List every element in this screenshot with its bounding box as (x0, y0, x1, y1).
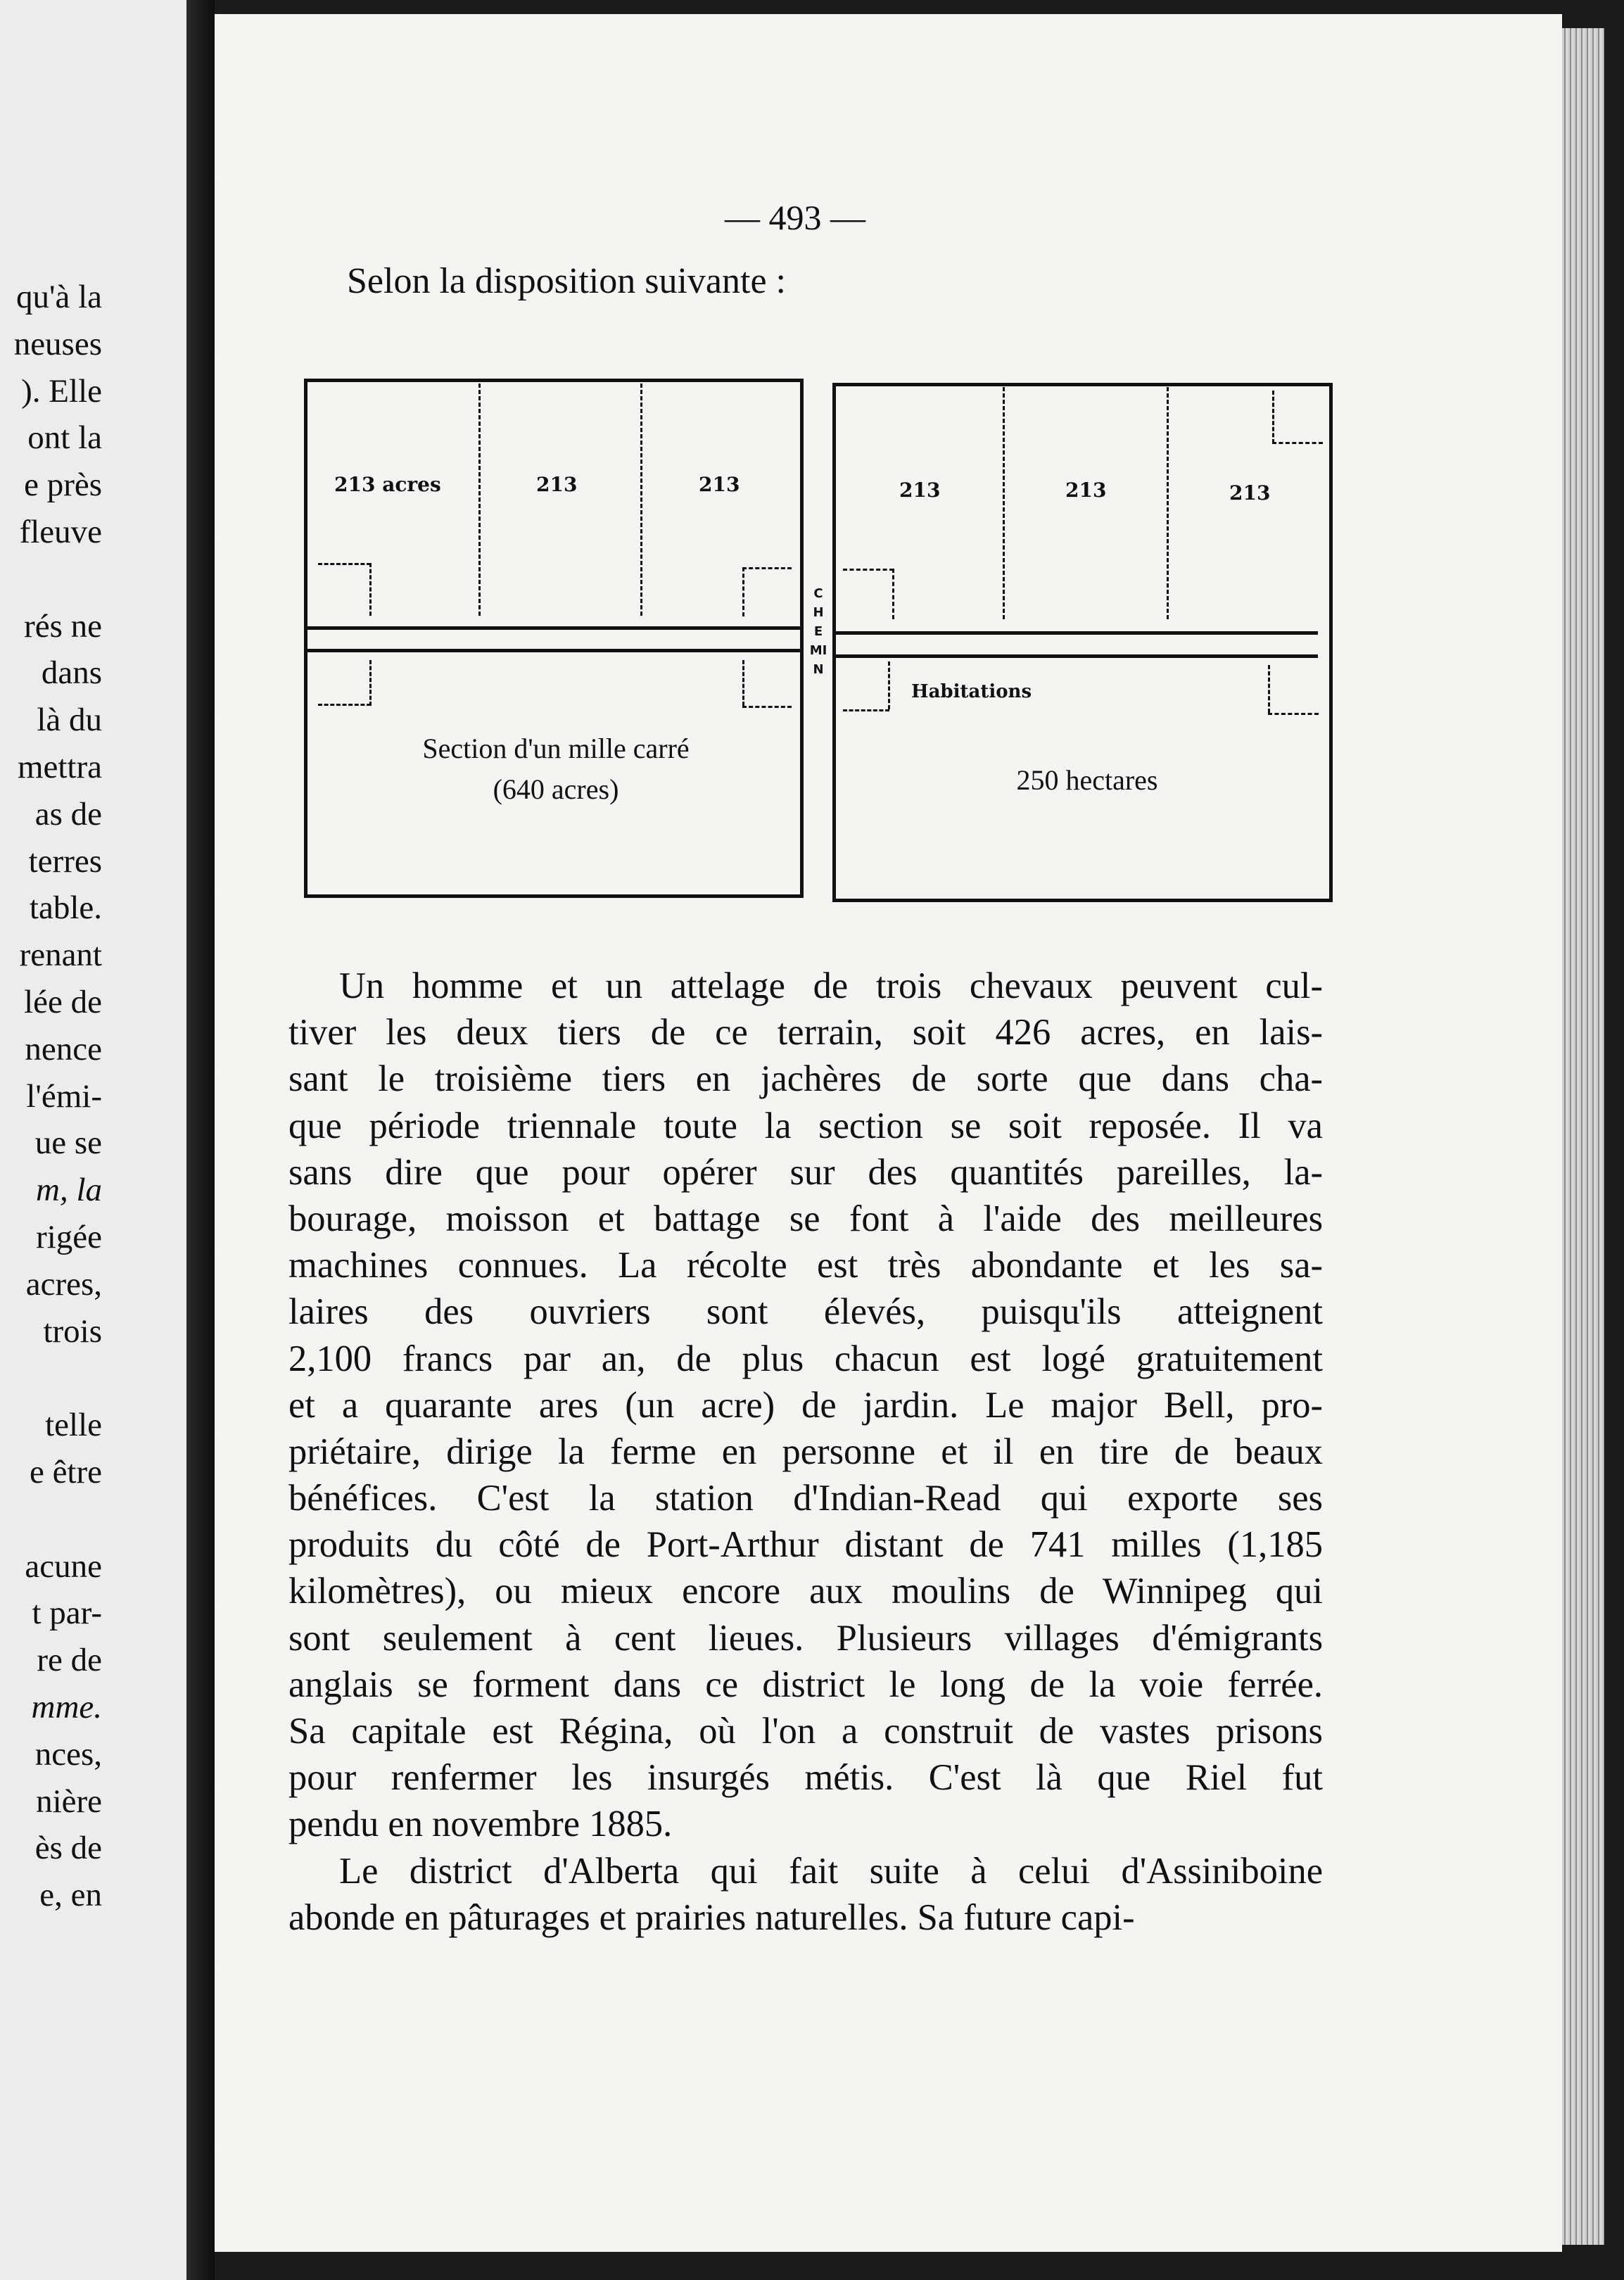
left-page-line: e près (24, 467, 102, 504)
left-page-line: qu'à la (16, 279, 102, 315)
lot-label: 213 (899, 479, 941, 502)
paragraph (288, 963, 1323, 1848)
corner-mark (742, 567, 744, 616)
text-line: pendu en novembre 1885. (288, 1804, 673, 1845)
left-page-line: m, la (36, 1172, 102, 1209)
left-page-line: rés ne (24, 607, 102, 645)
body-text (288, 963, 1323, 1941)
left-page-line: lée de (24, 984, 102, 1020)
left-page-line: nence (25, 1030, 102, 1068)
paragraph (288, 1848, 1323, 1941)
corner-mark (742, 706, 792, 708)
left-page-line: mettra (17, 749, 102, 785)
left-page-line: nces, (34, 1735, 102, 1773)
left-page-line: re de (37, 1642, 102, 1679)
lot-divider (640, 384, 642, 616)
left-page-line: rigée (36, 1219, 102, 1255)
section-acres: (640 acres) (493, 773, 619, 805)
page-edges (1562, 28, 1604, 2245)
text-line: sont seulement à cent lieues. Plusieurs villages d'émigrants (288, 1617, 1323, 1659)
corner-mark (1268, 665, 1270, 713)
lot-divider (1003, 387, 1005, 619)
lot-label: 213 (1065, 479, 1107, 502)
left-page-line: ès de (34, 1830, 102, 1867)
corner-mark (742, 660, 744, 706)
text-line: et a quarante ares (un acre) de jardin. Le major Bell, pro- (288, 1384, 1323, 1426)
text-line: produits du côté de Port-Arthur distant de 741 milles (1,185 (288, 1524, 1323, 1566)
text-line: sant le troisième tiers en jachères de sorte que dans cha- (288, 1058, 1323, 1100)
corner-mark (843, 709, 889, 711)
left-page-line: acune (25, 1547, 102, 1585)
left-page-line: table. (29, 889, 102, 927)
corner-mark (1272, 442, 1323, 444)
corner-mark (1272, 391, 1274, 443)
lot-label: 213 (1229, 481, 1271, 505)
text-line: sans dire que pour opérer sur des quantités pareilles, la- (288, 1151, 1323, 1193)
left-page-line: fleuve (19, 514, 102, 550)
left-page-line: trois (43, 1312, 102, 1350)
text-line: Sa capitale est Régina, où l'on a construit de vastes prisons (288, 1711, 1323, 1752)
left-page-line: ont la (27, 419, 102, 457)
road-line-bottom-right (832, 654, 1318, 658)
corner-mark (369, 660, 372, 706)
left-section-box (304, 379, 804, 898)
left-page-line: terres (28, 842, 102, 880)
left-page-line: e être (29, 1454, 102, 1490)
lot-divider (478, 384, 481, 616)
left-page-line: dans (41, 654, 102, 692)
left-page-line: ue se (34, 1125, 102, 1162)
road-label: CHEMIN (809, 586, 827, 677)
intro-line: Selon la disposition suivante : (347, 261, 786, 301)
corner-mark (318, 704, 371, 706)
corner-mark (843, 569, 894, 571)
left-page-text (0, 0, 102, 2280)
lot-label: 213 (536, 473, 578, 496)
text-line: machines connues. La récolte est très abondante et les sa- (288, 1245, 1323, 1286)
text-line: laires des ouvriers sont élevés, puisqu'ils atteignent (288, 1291, 1323, 1333)
text-line: anglais se forment dans ce district le long de la voie ferrée. (288, 1664, 1323, 1705)
road-line-top-right (832, 631, 1318, 635)
lot-divider (1167, 387, 1169, 619)
left-page-line: renant (19, 937, 102, 974)
text-line: 2,100 francs par an, de plus chacun est logé gratuitement (288, 1338, 1323, 1379)
left-page-line: mme. (31, 1689, 102, 1725)
left-page-line: e, en (39, 1877, 102, 1914)
text-line: Un homme et un attelage de trois chevaux peuvent cul- (339, 965, 1323, 1006)
left-page-line: acres, (25, 1265, 102, 1303)
left-page-line: ). Elle (21, 372, 102, 410)
corner-mark (742, 567, 792, 569)
text-line: que période triennale toute la section se soit reposée. Il va (288, 1105, 1323, 1146)
text-line: kilomètres), ou mieux encore aux moulins de Winnipeg qui (288, 1571, 1323, 1612)
page-number: — 493 — (725, 198, 865, 237)
section-title: Section d'un mille carré (422, 733, 690, 764)
corner-mark (888, 661, 890, 709)
road-line-top-left (304, 626, 804, 630)
text-line: Le district d'Alberta qui fait suite à celui d'Assiniboine (339, 1850, 1323, 1892)
hectares-label: 250 hectares (1016, 764, 1158, 796)
corner-mark (1268, 713, 1319, 715)
corner-mark (318, 563, 371, 565)
corner-mark (369, 563, 372, 616)
text-line: priétaire, dirige la ferme en personne et il en tire de beaux (288, 1431, 1323, 1472)
left-facing-page (0, 0, 201, 2280)
text-line: tiver les deux tiers de ce terrain, soit 426 acres, en lais- (288, 1012, 1323, 1053)
road-line-bottom-left (304, 649, 804, 652)
lot-label: 213 acres (334, 473, 441, 496)
book-spine (186, 0, 215, 2280)
left-page-line: nière (36, 1782, 102, 1820)
left-page-line: neuses (13, 325, 102, 362)
corner-mark (892, 569, 894, 619)
left-page-line: as de (34, 795, 102, 832)
lot-label: 213 (699, 473, 740, 496)
text-line: pour renfermer les insurgés métis. C'est là que Riel fut (288, 1757, 1323, 1799)
left-page-line: là du (37, 702, 102, 739)
habitations-label: Habitations (911, 681, 1032, 702)
left-page-line: t par- (32, 1595, 102, 1632)
left-page-line: telle (45, 1407, 102, 1444)
text-line: abonde en pâturages et prairies naturelles. Sa future capi- (288, 1896, 1135, 1938)
text-line: bénéfices. C'est la station d'Indian-Read qui exporte ses (288, 1478, 1323, 1519)
right-section-box (832, 383, 1333, 902)
left-page-line: l'émi- (26, 1077, 102, 1115)
text-line: bourage, moisson et battage se font à l'aide des meilleures (288, 1198, 1323, 1239)
